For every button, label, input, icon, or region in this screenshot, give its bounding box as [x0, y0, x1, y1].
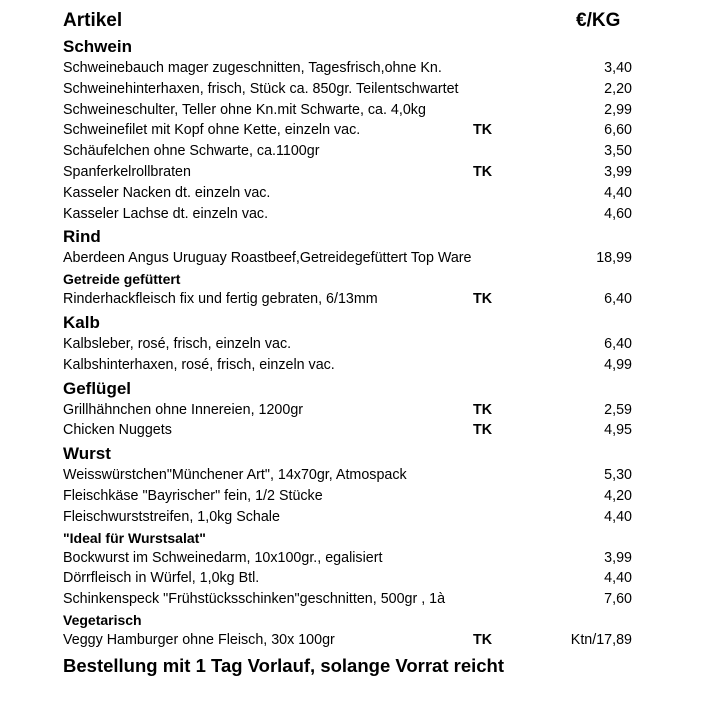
- product-price: 4,99: [604, 356, 632, 373]
- product-price: 4,60: [604, 205, 632, 222]
- product-row: [63, 289, 643, 310]
- product-row: [63, 355, 643, 376]
- product-price: 4,40: [604, 508, 632, 525]
- product-row: [63, 507, 643, 528]
- product-row: [63, 334, 643, 355]
- product-name: Schäufelchen ohne Schwarte, ca.1100gr: [63, 143, 320, 160]
- product-row: [63, 162, 643, 183]
- item-note: Vegetarisch: [63, 611, 142, 628]
- product-name: Kalbshinterhaxen, rosé, frisch, einzeln vac.: [63, 356, 335, 373]
- item-note: "Ideal für Wurstsalat": [63, 529, 206, 546]
- product-name: Fleischkäse "Bayrischer" fein, 1/2 Stücke: [63, 487, 323, 504]
- product-name: Aberdeen Angus Uruguay Roastbeef,Getreidegefüttert Top Ware: [63, 250, 472, 267]
- product-row: [63, 400, 643, 421]
- product-row: [63, 100, 643, 121]
- product-price: 2,99: [604, 101, 632, 118]
- product-name: Kalbsleber, rosé, frisch, einzeln vac.: [63, 335, 292, 352]
- product-name: Weisswürstchen"Münchener Art", 14x70gr, Atmospack: [63, 467, 407, 484]
- product-row: [63, 420, 643, 441]
- product-name: Schinkenspeck "Frühstücksschinken"geschnitten, 500gr , 1à: [63, 591, 446, 608]
- frozen-badge: TK: [473, 631, 493, 648]
- product-row: [63, 486, 643, 507]
- product-name: Spanferkelrollbraten: [63, 163, 191, 180]
- article-column-header: Artikel: [63, 10, 123, 31]
- price-list-body: [63, 36, 643, 651]
- product-price: 18,99: [596, 250, 632, 267]
- price-column-header: €/KG: [576, 10, 621, 31]
- product-price: 3,99: [604, 163, 632, 180]
- product-price: 6,60: [604, 122, 632, 139]
- product-name: Kasseler Lachse dt. einzeln vac.: [63, 205, 269, 222]
- category-heading: Schwein: [63, 37, 132, 56]
- frozen-badge: TK: [473, 422, 493, 439]
- product-name: Dörrfleisch in Würfel, 1,0kg Btl.: [63, 570, 260, 587]
- product-price: 4,40: [604, 570, 632, 587]
- product-name: Fleischwurststreifen, 1,0kg Schale: [63, 508, 280, 525]
- product-name: Schweinehinterhaxen, frisch, Stück ca. 850gr. Teilentschwartet: [63, 80, 459, 97]
- product-name: Chicken Nuggets: [63, 422, 172, 439]
- list-header: [63, 10, 643, 34]
- product-price: 6,40: [604, 335, 632, 352]
- product-name: Schweinebauch mager zugeschnitten, Tagesfrisch,ohne Kn.: [63, 60, 442, 76]
- product-price: 4,40: [604, 184, 632, 201]
- product-price: 3,40: [604, 60, 632, 76]
- frozen-badge: TK: [473, 163, 493, 180]
- product-row: [63, 465, 643, 486]
- product-row: [63, 568, 643, 589]
- price-list: [63, 10, 643, 677]
- product-row: [63, 630, 643, 651]
- category-heading: Rind: [63, 227, 101, 247]
- product-row: [63, 548, 643, 569]
- product-price: 5,30: [604, 467, 632, 484]
- product-price: 4,20: [604, 487, 632, 504]
- frozen-badge: TK: [473, 291, 493, 308]
- product-name: Bockwurst im Schweinedarm, 10x100gr., egalisiert: [63, 549, 383, 566]
- product-price: 6,40: [604, 291, 632, 308]
- category-heading: Kalb: [63, 312, 100, 332]
- product-price: 4,95: [604, 422, 632, 439]
- product-price: Ktn/17,89: [570, 631, 632, 648]
- product-row: [63, 589, 643, 610]
- product-price: 7,60: [604, 591, 632, 608]
- product-name: Grillhähnchen ohne Innereien, 1200gr: [63, 401, 304, 418]
- item-note: Getreide gefüttert: [63, 271, 181, 288]
- product-row: [63, 183, 643, 204]
- frozen-badge: TK: [473, 122, 493, 139]
- product-price: 3,99: [604, 549, 632, 566]
- order-notice: Bestellung mit 1 Tag Vorlauf, solange Vorrat reicht: [63, 654, 505, 676]
- product-row: [63, 58, 643, 79]
- product-name: Kasseler Nacken dt. einzeln vac.: [63, 184, 271, 201]
- product-price: 2,59: [604, 401, 632, 418]
- category-heading: Wurst: [63, 444, 111, 464]
- product-row: [63, 120, 643, 141]
- product-row: [63, 141, 643, 162]
- product-price: 3,50: [604, 143, 632, 160]
- product-name: Schweineschulter, Teller ohne Kn.mit Schwarte, ca. 4,0kg: [63, 101, 426, 118]
- product-name: Schweinefilet mit Kopf ohne Kette, einzeln vac.: [63, 122, 361, 139]
- product-price: 2,20: [604, 80, 632, 97]
- product-row: [63, 79, 643, 100]
- product-row: [63, 248, 643, 269]
- product-name: Rinderhackfleisch fix und fertig gebraten, 6/13mm: [63, 291, 378, 308]
- product-row: [63, 204, 643, 225]
- product-name: Veggy Hamburger ohne Fleisch, 30x 100gr: [63, 631, 335, 648]
- frozen-badge: TK: [473, 401, 493, 418]
- category-heading: Geflügel: [63, 378, 132, 398]
